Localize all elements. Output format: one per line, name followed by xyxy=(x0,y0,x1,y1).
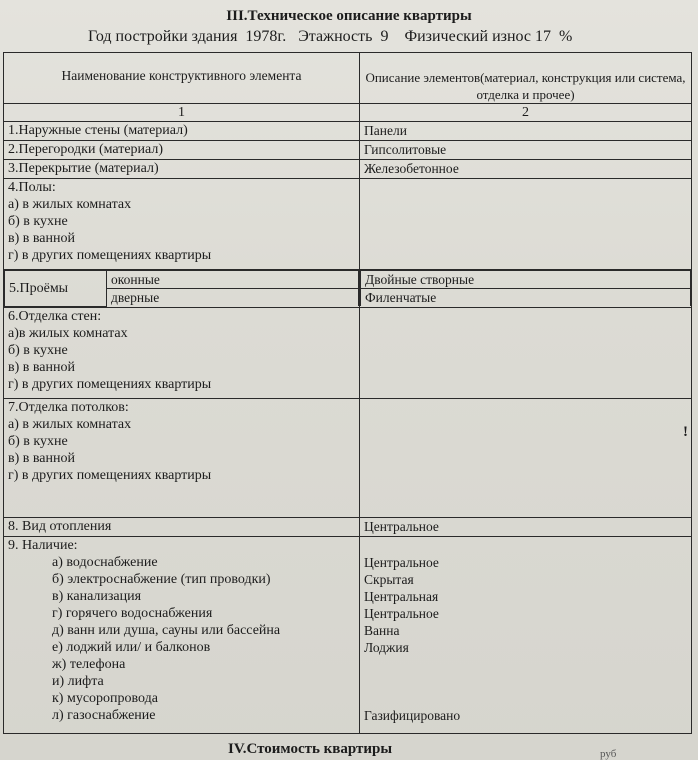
table-row xyxy=(4,179,692,270)
floors-value xyxy=(360,179,692,270)
ceiling-finish-value xyxy=(360,398,692,517)
ceiling-finish-cell xyxy=(4,398,360,517)
wall-finish-a: а)в жилых комнатах xyxy=(8,325,128,341)
column-number-1: 1 xyxy=(4,104,360,122)
floors-label: 4.Полы: xyxy=(8,180,56,195)
utility-item-label: л) газоснабжение xyxy=(52,707,156,723)
ceiling-value: Железобетонное xyxy=(360,160,692,179)
technical-description-table xyxy=(3,52,692,734)
utility-item-value xyxy=(364,690,687,707)
floors-c: в) в ванной xyxy=(8,231,75,246)
ceiling-finish-a: а) в жилых комнатах xyxy=(8,416,132,432)
table-row xyxy=(4,398,692,517)
utility-item-label: б) электроснабжение (тип проводки) xyxy=(52,571,271,587)
table-row xyxy=(4,536,692,733)
utility-item-value: Ванна xyxy=(364,622,400,638)
heating-value: Центральное xyxy=(360,517,692,536)
utility-item-label: а) водоснабжение xyxy=(52,554,158,570)
wall-finish-label: 6.Отделка стен: xyxy=(8,308,102,324)
utility-item-value: Центральная xyxy=(364,588,439,604)
utilities-label: 9. Наличие: xyxy=(8,537,78,553)
openings-door-label: дверные xyxy=(107,289,359,307)
margin-mark: ! xyxy=(683,424,688,440)
table-row xyxy=(4,517,692,536)
utility-item-value: Центральное xyxy=(364,605,439,621)
utility-item-label: к) мусоропровода xyxy=(52,690,158,706)
utility-item-label: и) лифта xyxy=(52,673,104,689)
wall-finish-d: г) в других помещениях квартиры xyxy=(8,376,212,392)
column-number-2: 2 xyxy=(360,104,692,122)
wall-finish-b: б) в кухне xyxy=(8,342,68,358)
openings-values-subtable xyxy=(360,270,691,306)
floors-cell xyxy=(4,179,360,270)
section-title: III.Техническое описание квартиры xyxy=(226,8,472,24)
openings-subtable xyxy=(4,270,359,307)
table-row xyxy=(4,307,692,398)
table-header-row xyxy=(4,53,692,104)
floors-d: г) в других помещениях квартиры xyxy=(8,248,212,263)
utility-item-value: Газифицировано xyxy=(364,707,461,723)
wall-finish-c: в) в ванной xyxy=(8,359,75,375)
ceiling-label: 3.Перекрытие (материал) xyxy=(4,160,360,179)
ceiling-finish-c: в) в ванной xyxy=(8,450,75,466)
utility-item-label: г) горячего водоснабжения xyxy=(52,605,213,621)
utility-item-label: д) ванн или душа, сауны или бассейна xyxy=(52,622,281,638)
table-row xyxy=(4,270,692,308)
utilities-values xyxy=(360,536,692,733)
openings-window-value: Двойные створные xyxy=(361,271,691,289)
floors-a: а) в жилых комнатах xyxy=(8,197,132,212)
ceiling-finish-label: 7.Отделка потолков: xyxy=(8,399,129,415)
openings-label: 5.Проёмы xyxy=(5,271,107,307)
wall-finish-cell xyxy=(4,307,360,398)
header-element-description: Описание элементов(материал, конструкция или система, отделка и прочее) xyxy=(360,53,692,104)
table-row xyxy=(4,160,692,179)
table-row xyxy=(4,141,692,160)
openings-window-label: оконные xyxy=(107,271,359,289)
utility-item-label: е) лоджий или/ и балконов xyxy=(52,639,211,655)
currency-label: руб xyxy=(600,748,617,760)
openings-cell xyxy=(4,270,360,308)
floors-b: б) в кухне xyxy=(8,214,68,229)
table-row xyxy=(4,122,692,141)
utility-item-value xyxy=(364,673,687,690)
utility-item-value: Лоджия xyxy=(364,639,409,655)
utility-item-label: в) канализация xyxy=(52,588,142,604)
utility-item-value: Скрытая xyxy=(364,571,414,587)
utilities-cell xyxy=(4,536,360,733)
wall-finish-value xyxy=(360,307,692,398)
utility-item-value: Центральное xyxy=(364,554,439,570)
heating-label: 8. Вид отопления xyxy=(4,517,360,536)
column-number-row xyxy=(4,104,692,122)
utility-item-value xyxy=(364,656,687,673)
building-info: Год постройки здания 1978г. Этажность 9 Физический износ 17 % xyxy=(88,28,573,45)
ceiling-finish-d: г) в других помещениях квартиры xyxy=(8,467,212,483)
partitions-label: 2.Перегородки (материал) xyxy=(4,141,360,160)
walls-value: Панели xyxy=(360,122,692,141)
ceiling-finish-b: б) в кухне xyxy=(8,433,68,449)
header-element-name: Наименование конструктивного элемента xyxy=(4,53,360,104)
next-section-title: IV.Стоимость квартиры xyxy=(228,741,393,757)
walls-label: 1.Наружные стены (материал) xyxy=(4,122,360,141)
utility-item-label: ж) телефона xyxy=(52,656,126,672)
partitions-value: Гипсолитовые xyxy=(360,141,692,160)
openings-door-value: Филенчатые xyxy=(361,289,691,307)
openings-values xyxy=(360,270,692,308)
